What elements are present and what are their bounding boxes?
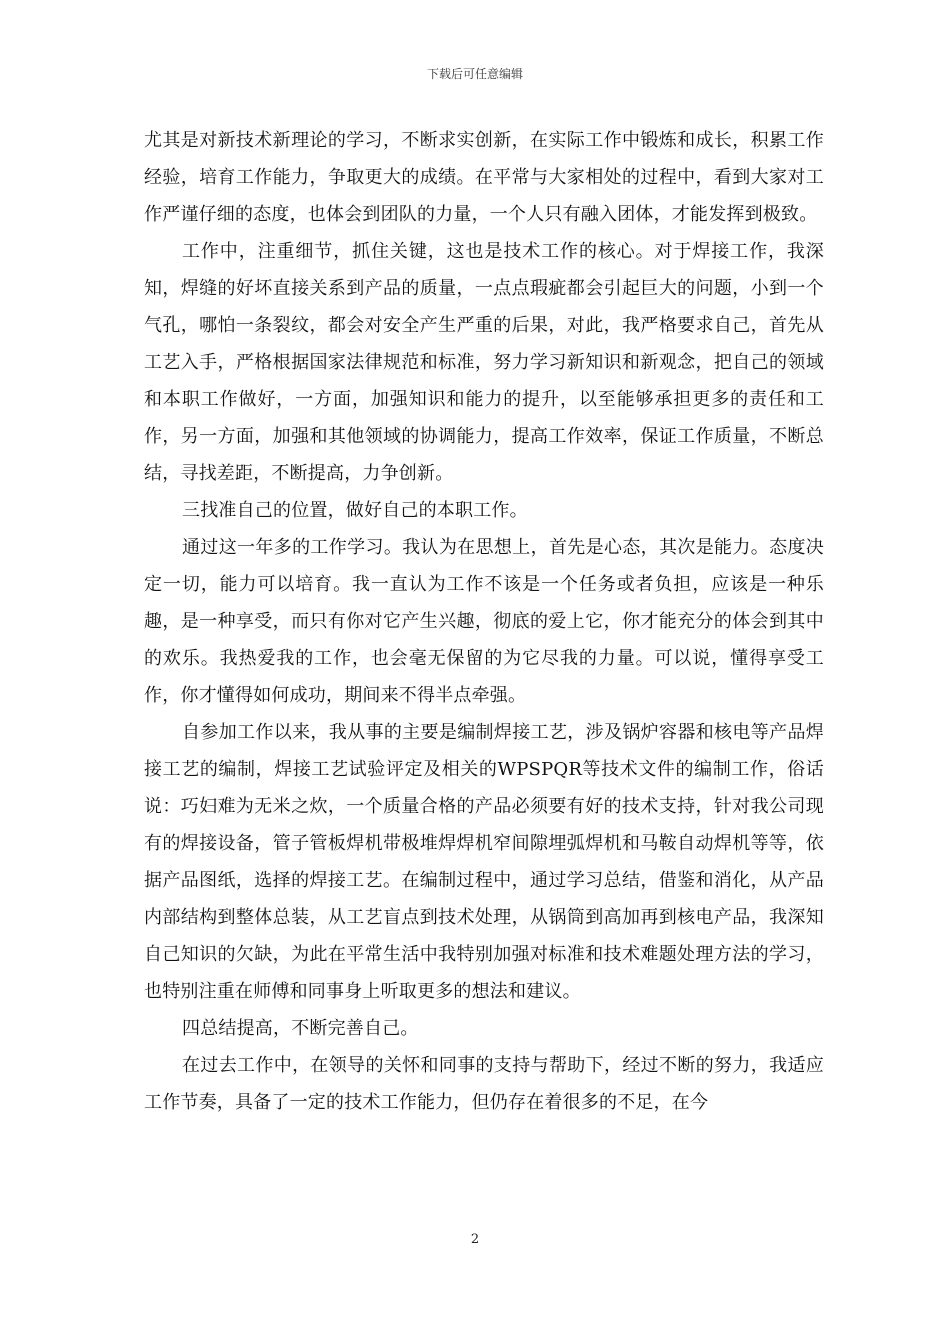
paragraph-work-experience: 自参加工作以来，我从事的主要是编制焊接工艺，涉及锅炉容器和核电等产品焊接工艺的编制，焊接工艺试验评定及相关的WPSPQR等技术文件的编制工作，俗话说：巧妇难为无米之炊，一个质量合格的产品必须要有好的技术支持，针对我公司现有的焊接设备，管子管板焊机带极堆焊焊机窄间隙埋弧焊机和马鞍自动焊机等等，依据产品图纸，选择的焊接工艺。在编制过程中，通过学习总结，借鉴和消化，从产品内部结构到整体总装，从工艺盲点到技术处理，从锅筒到高加再到核电产品，我深知自己知识的欠缺，为此在平常生活中我特别加强对标准和技术难题处理方法的学习，也特别注重在师傅和同事身上听取更多的想法和建议。 bbox=[144, 722, 824, 1002]
paragraph-summary: 在过去工作中，在领导的关怀和同事的支持与帮助下，经过不断的努力，我适应工作节奏，具备了一定的技术工作能力，但仍存在着很多的不足，在今 bbox=[144, 1055, 824, 1113]
paragraph-continued: 尤其是对新技术新理论的学习，不断求实创新，在实际工作中锻炼和成长，积累工作经验，培育工作能力，争取更大的成绩。在平常与大家相处的过程中，看到大家对工作严谨仔细的态度，也体会到团队的力量，一个人只有融入团体，才能发挥到极致。 bbox=[144, 130, 824, 225]
section-heading-four: 四总结提高，不断完善自己。 bbox=[182, 1018, 419, 1039]
section-heading-three: 三找准自己的位置，做好自己的本职工作。 bbox=[182, 500, 528, 521]
document-body bbox=[144, 122, 824, 1121]
paragraph-attitude: 通过这一年多的工作学习。我认为在思想上，首先是心态，其次是能力。态度决定一切，能力可以培育。我一直认为工作不该是一个任务或者负担，应该是一种乐趣，是一种享受，而只有你对它产生兴趣，彻底的爱上它，你才能充分的体会到其中的欢乐。我热爱我的工作，也会毫无保留的为它尽我的力量。可以说，懂得享受工作，你才懂得如何成功，期间来不得半点牵强。 bbox=[144, 537, 824, 706]
page-number: 2 bbox=[470, 1232, 480, 1247]
paragraph-welding-details: 工作中，注重细节，抓住关键，这也是技术工作的核心。对于焊接工作，我深知，焊缝的好坏直接关系到产品的质量，一点点瑕疵都会引起巨大的问题，小到一个气孔，哪怕一条裂纹，都会对安全产生严重的后果，对此，我严格要求自己，首先从工艺入手，严格根据国家法律规范和标准，努力学习新知识和新观念，把自己的领域和本职工作做好，一方面，加强知识和能力的提升，以至能够承担更多的责任和工作，另一方面，加强和其他领域的协调能力，提高工作效率，保证工作质量，不断总结，寻找差距，不断提高，力争创新。 bbox=[144, 241, 824, 484]
page-header: 下载后可任意编辑 bbox=[426, 67, 523, 81]
